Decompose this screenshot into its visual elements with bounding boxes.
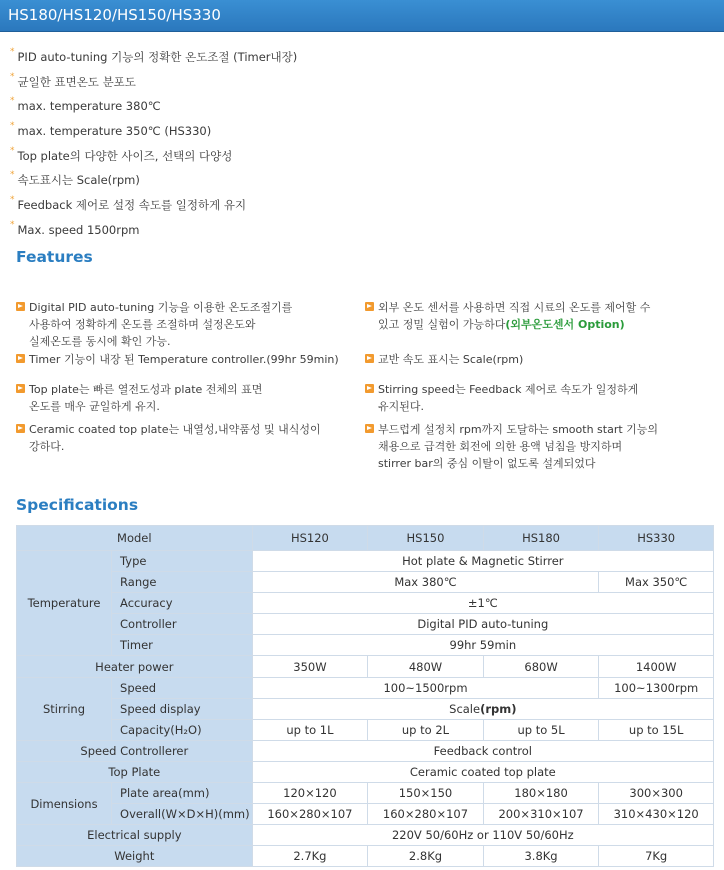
cell: 2.7Kg [252, 846, 368, 867]
table-row [17, 846, 714, 867]
cell: up to 1L [252, 719, 368, 740]
arrow-bullet-icon [16, 302, 25, 311]
cell: Digital PID auto-tuning [252, 614, 713, 635]
table-row [17, 698, 714, 719]
row-label: Heater power [17, 656, 253, 677]
table-row [17, 614, 714, 635]
table-row [17, 719, 714, 740]
cell: 160×280×107 [368, 804, 484, 825]
arrow-bullet-icon [16, 384, 25, 393]
asterisk-icon: * [10, 170, 15, 181]
row-label: Weight [17, 846, 253, 867]
feature-item: 외부 온도 센서를 사용하면 직접 시료의 온도를 제어할 수 있고 정밀 실험이 가능하다(외부온도센서 Option) [365, 299, 650, 333]
asterisk-icon: * [10, 121, 15, 132]
feature-item: Timer 기능이 내장 된 Temperature controller.(99hr 59min) [16, 351, 339, 368]
option-note: (외부온도센서 Option) [505, 318, 625, 331]
product-title: HS180/HS120/HS150/HS330 [8, 6, 221, 24]
cell: Scale(rpm) [252, 698, 713, 719]
arrow-bullet-icon [365, 424, 374, 433]
cell: Ceramic coated top plate [252, 761, 713, 782]
table-row [17, 593, 714, 614]
header-model: Model [17, 526, 253, 551]
feature-item: 부드럽게 설정치 rpm까지 도달하는 smooth start 기능의 채용으로 급격한 회전에 의한 용액 넘침을 방지하며 stirrer bar의 중심 이탈이 없도록 설계되었다 [365, 421, 658, 472]
group-temperature: Temperature [17, 551, 112, 656]
cell: 200×310×107 [483, 804, 599, 825]
header-hs180: HS180 [483, 526, 599, 551]
cell: Feedback control [252, 740, 713, 761]
cell: 350W [252, 656, 368, 677]
cell: 150×150 [368, 783, 484, 804]
table-row [17, 825, 714, 846]
asterisk-icon: * [10, 219, 15, 230]
asterisk-icon: * [10, 47, 15, 57]
table-header-row [17, 526, 714, 551]
cell: 3.8Kg [483, 846, 599, 867]
cell: 2.8Kg [368, 846, 484, 867]
table-row [17, 551, 714, 572]
cell: 480W [368, 656, 484, 677]
row-label: Speed [112, 677, 253, 698]
bullet-item: * Max. speed 1500rpm [10, 219, 140, 237]
cell: 300×300 [599, 783, 714, 804]
group-stirring: Stirring [17, 677, 112, 740]
cell: 120×120 [252, 783, 368, 804]
row-label: Capacity(H₂O) [112, 719, 253, 740]
header-hs150: HS150 [368, 526, 484, 551]
cell: 180×180 [483, 783, 599, 804]
cell: 1400W [599, 656, 714, 677]
cell: Max 350℃ [599, 572, 714, 593]
asterisk-icon: * [10, 96, 15, 107]
bullet-list [10, 45, 610, 243]
header-hs330: HS330 [599, 526, 714, 551]
bullet-item: * PID auto-tuning 기능의 정확한 온도조절 (Timer내장) [10, 47, 298, 64]
table-row [17, 740, 714, 761]
feature-item: 교반 속도 표시는 Scale(rpm) [365, 351, 523, 368]
feature-item: Top plate는 빠른 열전도성과 plate 전체의 표면 온도를 매우 균일하게 유지. [16, 381, 262, 415]
cell: 100~1300rpm [599, 677, 714, 698]
bullet-item: * max. temperature 380℃ [10, 96, 161, 114]
row-label: Speed Controllerer [17, 740, 253, 761]
table-row [17, 804, 714, 825]
cell: 99hr 59min [252, 635, 713, 656]
arrow-bullet-icon [365, 354, 374, 363]
feature-item: Digital PID auto-tuning 기능을 이용한 온도조절기를 사용하여 정확하게 온도를 조절하며 설정온도와 실제온도를 동시에 확인 가능. [16, 299, 292, 350]
cell: Hot plate & Magnetic Stirrer [252, 551, 713, 572]
arrow-bullet-icon [365, 384, 374, 393]
features-heading: Features [16, 248, 93, 266]
bullet-item: * Feedback 제어로 설정 속도를 일정하게 유지 [10, 195, 247, 213]
table-row [17, 677, 714, 698]
table-row [17, 572, 714, 593]
cell: 160×280×107 [252, 804, 368, 825]
specifications-heading: Specifications [16, 496, 139, 514]
asterisk-icon: * [10, 71, 15, 82]
cell: 310×430×120 [599, 804, 714, 825]
cell: 7Kg [599, 846, 714, 867]
cell: 100~1500rpm [252, 677, 599, 698]
cell: 680W [483, 656, 599, 677]
row-label: Type [112, 551, 253, 572]
table-row [17, 635, 714, 656]
table-row [17, 761, 714, 782]
row-label: Overall(W×D×H)(mm) [112, 804, 253, 825]
row-label: Range [112, 572, 253, 593]
cell: 220V 50/60Hz or 110V 50/60Hz [252, 825, 713, 846]
specifications-table [16, 525, 714, 867]
row-label: Controller [112, 614, 253, 635]
bullet-item: * 균일한 표면온도 분포도 [10, 71, 136, 89]
row-label: Top Plate [17, 761, 253, 782]
bullet-item: * max. temperature 350℃ (HS330) [10, 121, 212, 139]
asterisk-icon: * [10, 195, 15, 206]
arrow-bullet-icon [365, 302, 374, 311]
cell: ±1℃ [252, 593, 713, 614]
header-hs120: HS120 [252, 526, 368, 551]
cell: up to 2L [368, 719, 484, 740]
arrow-bullet-icon [16, 354, 25, 363]
row-label: Electrical supply [17, 825, 253, 846]
table-row [17, 783, 714, 804]
arrow-bullet-icon [16, 424, 25, 433]
table-row [17, 656, 714, 677]
asterisk-icon: * [10, 145, 15, 156]
feature-item: Ceramic coated top plate는 내열성,내약품성 및 내식성이 강하다. [16, 421, 321, 455]
bullet-item: * 속도표시는 Scale(rpm) [10, 170, 140, 188]
cell: up to 15L [599, 719, 714, 740]
row-label: Accuracy [112, 593, 253, 614]
cell: Max 380℃ [252, 572, 599, 593]
group-dimensions: Dimensions [17, 783, 112, 825]
row-label: Plate area(mm) [112, 783, 253, 804]
cell: up to 5L [483, 719, 599, 740]
feature-item: Stirring speed는 Feedback 제어로 속도가 일정하게 유지된다. [365, 381, 638, 415]
row-label: Timer [112, 635, 253, 656]
bullet-item: * Top plate의 다양한 사이즈, 선택의 다양성 [10, 145, 233, 163]
title-banner [0, 0, 724, 32]
row-label: Speed display [112, 698, 253, 719]
